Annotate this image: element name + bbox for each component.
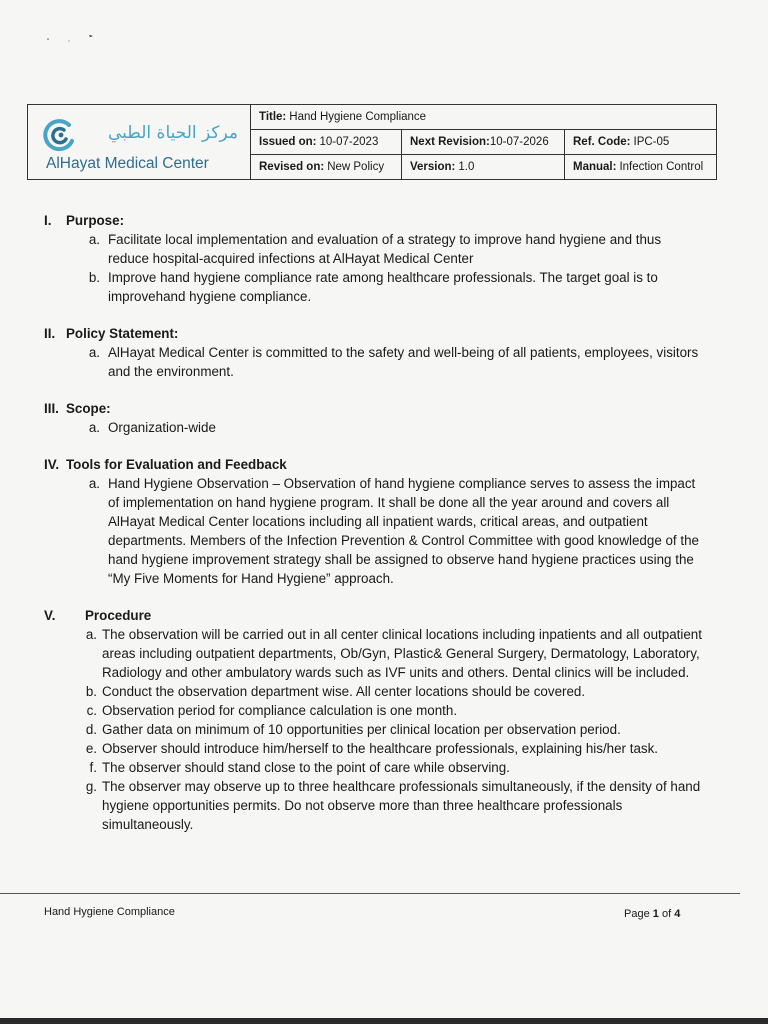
- section-title: Policy Statement:: [66, 326, 179, 341]
- list-item: [44, 418, 704, 437]
- list-item: [44, 720, 704, 739]
- version-value: 1.0: [458, 161, 475, 173]
- scan-bottom-edge: [0, 1018, 768, 1024]
- title-label: Title:: [259, 111, 287, 123]
- item-letter: b.: [88, 270, 100, 285]
- section-purpose: [44, 211, 704, 306]
- section-heading: [44, 399, 704, 418]
- item-letter: c.: [86, 703, 97, 718]
- revised-label: Revised on:: [259, 161, 325, 173]
- list-item: [44, 701, 704, 720]
- item-letter: a.: [85, 627, 97, 642]
- version-cell: [402, 155, 565, 179]
- footer-doc-title: Hand Hygiene Compliance: [44, 906, 175, 918]
- header-meta: [251, 105, 716, 179]
- section-heading: [44, 455, 704, 474]
- list-item: [44, 343, 704, 381]
- manual-label: Manual:: [573, 161, 617, 173]
- ref-code-label: Ref. Code:: [573, 136, 631, 148]
- item-text: The observer may observe up to three healthcare professionals simultaneously, if the density of hand hygiene opportunities permits. Do not observe more than three healthcare professionals simultaneously.: [102, 779, 701, 832]
- page-total: 4: [674, 908, 681, 920]
- revised-cell: [251, 155, 402, 179]
- title-value: Hand Hygiene Compliance: [289, 111, 427, 123]
- next-revision-value: 10-07-2026: [489, 136, 549, 148]
- section-number: V.: [44, 608, 56, 623]
- item-letter: a.: [88, 232, 100, 247]
- item-letter: f.: [89, 760, 97, 775]
- item-text: AlHayat Medical Center is committed to the safety and well-being of all patients, employees, visitors and the environment.: [108, 345, 699, 379]
- page-number: [624, 908, 680, 920]
- policy-body: [44, 211, 704, 852]
- header-row-dates: [251, 130, 716, 155]
- list-item: [44, 758, 704, 777]
- logo-english-name: AlHayat Medical Center: [46, 155, 209, 172]
- section-title: Tools for Evaluation and Feedback: [66, 457, 287, 472]
- logo-arabic-name: مركز الحياة الطبي: [107, 123, 238, 143]
- item-text: Gather data on minimum of 10 opportunities per clinical location per observation period.: [102, 722, 621, 737]
- issued-label: Issued on:: [259, 136, 317, 148]
- alhayat-logo-icon: [42, 117, 76, 153]
- section-items: [44, 625, 704, 834]
- version-label: Version:: [410, 161, 456, 173]
- section-number: II.: [44, 326, 56, 341]
- item-text: Improve hand hygiene compliance rate among healthcare professionals. The target goal is to improvehand hygiene compliance.: [108, 270, 658, 304]
- section-policy-statement: [44, 324, 704, 381]
- scan-specks: [44, 30, 104, 44]
- page-of: of: [661, 908, 672, 920]
- item-text: Hand Hygiene Observation – Observation of hand hygiene compliance serves to assess the impact of implementation on hand hygiene program. It shall be done all the year around and covers all AlHayat Medical Center locations including all inpatient wards, critical areas, and outpatient departments. Members of the Infection Prevention & Control Committee with good knowledge of the hand hygiene improvement strategy shall be assigned to observe hand hygiene practices using the “My Five Moments for Hand Hygiene” approach.: [108, 476, 699, 586]
- item-letter: a.: [88, 420, 100, 435]
- item-letter: g.: [85, 779, 97, 794]
- ref-code-cell: [565, 130, 716, 154]
- section-title: Scope:: [66, 401, 111, 416]
- item-text: Observation period for compliance calculation is one month.: [102, 703, 458, 718]
- list-item: [44, 739, 704, 758]
- section-procedure: [44, 606, 704, 834]
- list-item: [44, 268, 704, 306]
- list-item: [44, 230, 704, 268]
- section-items: [44, 343, 704, 381]
- section-title: Procedure: [85, 608, 152, 623]
- title-cell: [251, 105, 716, 129]
- item-text: The observation will be carried out in all center clinical locations including inpatients and all outpatient areas including outpatient departments, Ob/Gyn, Plastic& General Surgery, Dermatology, Laboratory, Radiology and other ambulatory wards such as IVF units and others. Dental clinics will be included.: [102, 627, 702, 680]
- list-item: [44, 474, 704, 588]
- item-text: Conduct the observation department wise. All center locations should be covered.: [102, 684, 586, 699]
- item-letter: a.: [88, 476, 100, 491]
- logo-cell: [28, 105, 251, 179]
- issued-value: 10-07-2023: [319, 136, 379, 148]
- section-heading: [44, 211, 704, 230]
- list-item: [44, 625, 704, 682]
- item-letter: e.: [85, 741, 97, 756]
- next-revision-cell: [402, 130, 565, 154]
- footer-divider: [0, 893, 740, 894]
- item-letter: d.: [85, 722, 97, 737]
- list-item: [44, 682, 704, 701]
- ref-code-value: IPC-05: [633, 136, 670, 148]
- section-heading: [44, 606, 704, 625]
- section-number: III.: [44, 401, 59, 416]
- section-tools: [44, 455, 704, 588]
- section-heading: [44, 324, 704, 343]
- item-text: Facilitate local implementation and evaluation of a strategy to improve hand hygiene and thus reduce hospital-acquired infections at AlHayat Medical Center: [108, 232, 662, 266]
- next-revision-label: Next Revision:: [410, 136, 490, 148]
- list-item: [44, 777, 704, 834]
- section-items: [44, 418, 704, 437]
- document-header-table: [27, 104, 717, 180]
- section-number: IV.: [44, 457, 60, 472]
- page-prefix: Page: [624, 908, 650, 920]
- section-scope: [44, 399, 704, 437]
- revised-value: New Policy: [327, 161, 385, 173]
- item-text: Observer should introduce him/herself to the healthcare professionals, explaining his/her task.: [102, 741, 659, 756]
- manual-value: Infection Control: [619, 161, 704, 173]
- header-row-title: [251, 105, 716, 130]
- page-current: 1: [652, 908, 659, 920]
- section-items: [44, 230, 704, 306]
- section-items: [44, 474, 704, 588]
- item-letter: a.: [88, 345, 100, 360]
- header-row-version: [251, 155, 716, 179]
- section-number: I.: [44, 213, 52, 228]
- manual-cell: [565, 155, 716, 179]
- item-text: Organization-wide: [108, 420, 216, 435]
- item-letter: b.: [85, 684, 97, 699]
- item-text: The observer should stand close to the point of care while observing.: [102, 760, 510, 775]
- issued-cell: [251, 130, 402, 154]
- section-title: Purpose:: [66, 213, 125, 228]
